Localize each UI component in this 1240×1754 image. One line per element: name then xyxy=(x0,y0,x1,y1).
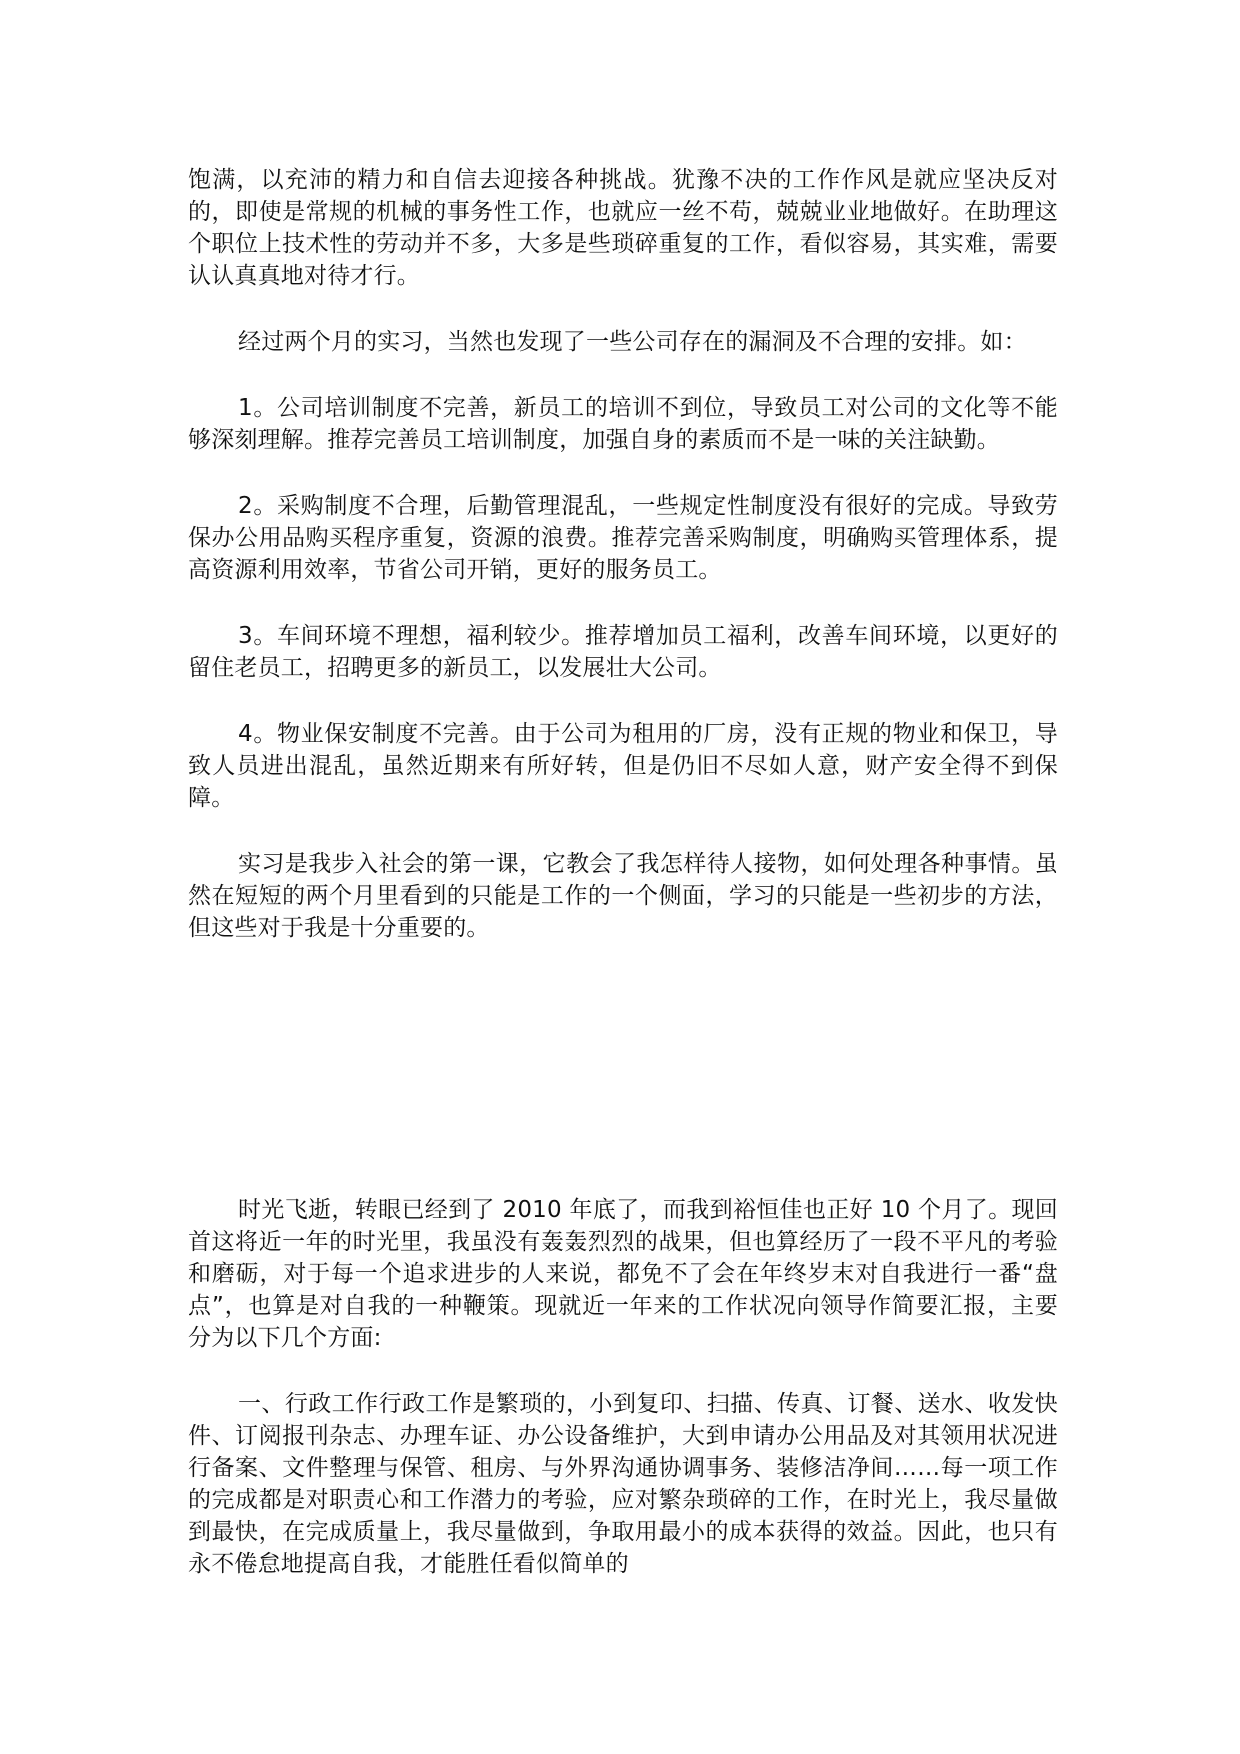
paragraph: 一、行政工作行政工作是繁琐的，小到复印、扫描、传真、订餐、送水、收发快件、订阅报刊杂志、办理车证、办公设备维护，大到申请办公用品及对其领用状况进行备案、文件整理与保管、租房、与外界沟通协调事务、装修洁净间……每一项工作的完成都是对职责心和工作潜力的考验，应对繁杂琐碎的工作，在时光上，我尽量做到最快，在完成质量上，我尽量做到，争取用最小的成本获得的效益。因此，也只有永不倦怠地提高自我，才能胜任看似简单的 xyxy=(188,1391,1058,1577)
list-item: 1。公司培训制度不完善，新员工的培训不到位，导致员工对公司的文化等不能够深刻理解。推荐完善员工培训制度，加强自身的素质而不是一味的关注缺勤。 xyxy=(188,395,1058,453)
list-item: 3。车间环境不理想，福利较少。推荐增加员工福利，改善车间环境，以更好的留住老员工，招聘更多的新员工，以发展壮大公司。 xyxy=(188,623,1058,681)
paragraph: 饱满，以充沛的精力和自信去迎接各种挑战。犹豫不决的工作作风是就应坚决反对的，即使是常规的机械的事务性工作，也就应一丝不苟，兢兢业业地做好。在助理这个职位上技术性的劳动并不多，大多是些琐碎重复的工作，看似容易，其实难，需要认认真真地对待才行。 xyxy=(188,167,1058,289)
section-annual-report xyxy=(188,1194,1058,1614)
section-internship-summary xyxy=(188,164,1058,978)
paragraph: 经过两个月的实习，当然也发现了一些公司存在的漏洞及不合理的安排。如： xyxy=(238,329,1027,355)
list-item: 4。物业保安制度不完善。由于公司为租用的厂房，没有正规的物业和保卫，导致人员进出混乱，虽然近期来有所好转，但是仍旧不尽如人意，财产安全得不到保障。 xyxy=(188,721,1058,811)
list-item: 2。采购制度不合理，后勤管理混乱，一些规定性制度没有很好的完成。导致劳保办公用品购买程序重复，资源的浪费。推荐完善采购制度，明确购买管理体系，提高资源利用效率，节省公司开销，更好的服务员工。 xyxy=(188,493,1058,583)
paragraph: 实习是我步入社会的第一课，它教会了我怎样待人接物，如何处理各种事情。虽然在短短的两个月里看到的只能是工作的一个侧面，学习的只能是一些初步的方法，但这些对于我是十分重要的。 xyxy=(188,851,1058,941)
paragraph: 时光飞逝，转眼已经到了 2010 年底了，而我到裕恒佳也正好 10 个月了。现回首这将近一年的时光里，我虽没有轰轰烈烈的战果，但也算经历了一段不平凡的考验和磨砺，对于每一个追求进步的人来说，都免不了会在年终岁末对自我进行一番“盘点”，也算是对自我的一种鞭策。现就近一年来的工作状况向领导作简要汇报，主要分为以下几个方面: xyxy=(188,1197,1058,1351)
